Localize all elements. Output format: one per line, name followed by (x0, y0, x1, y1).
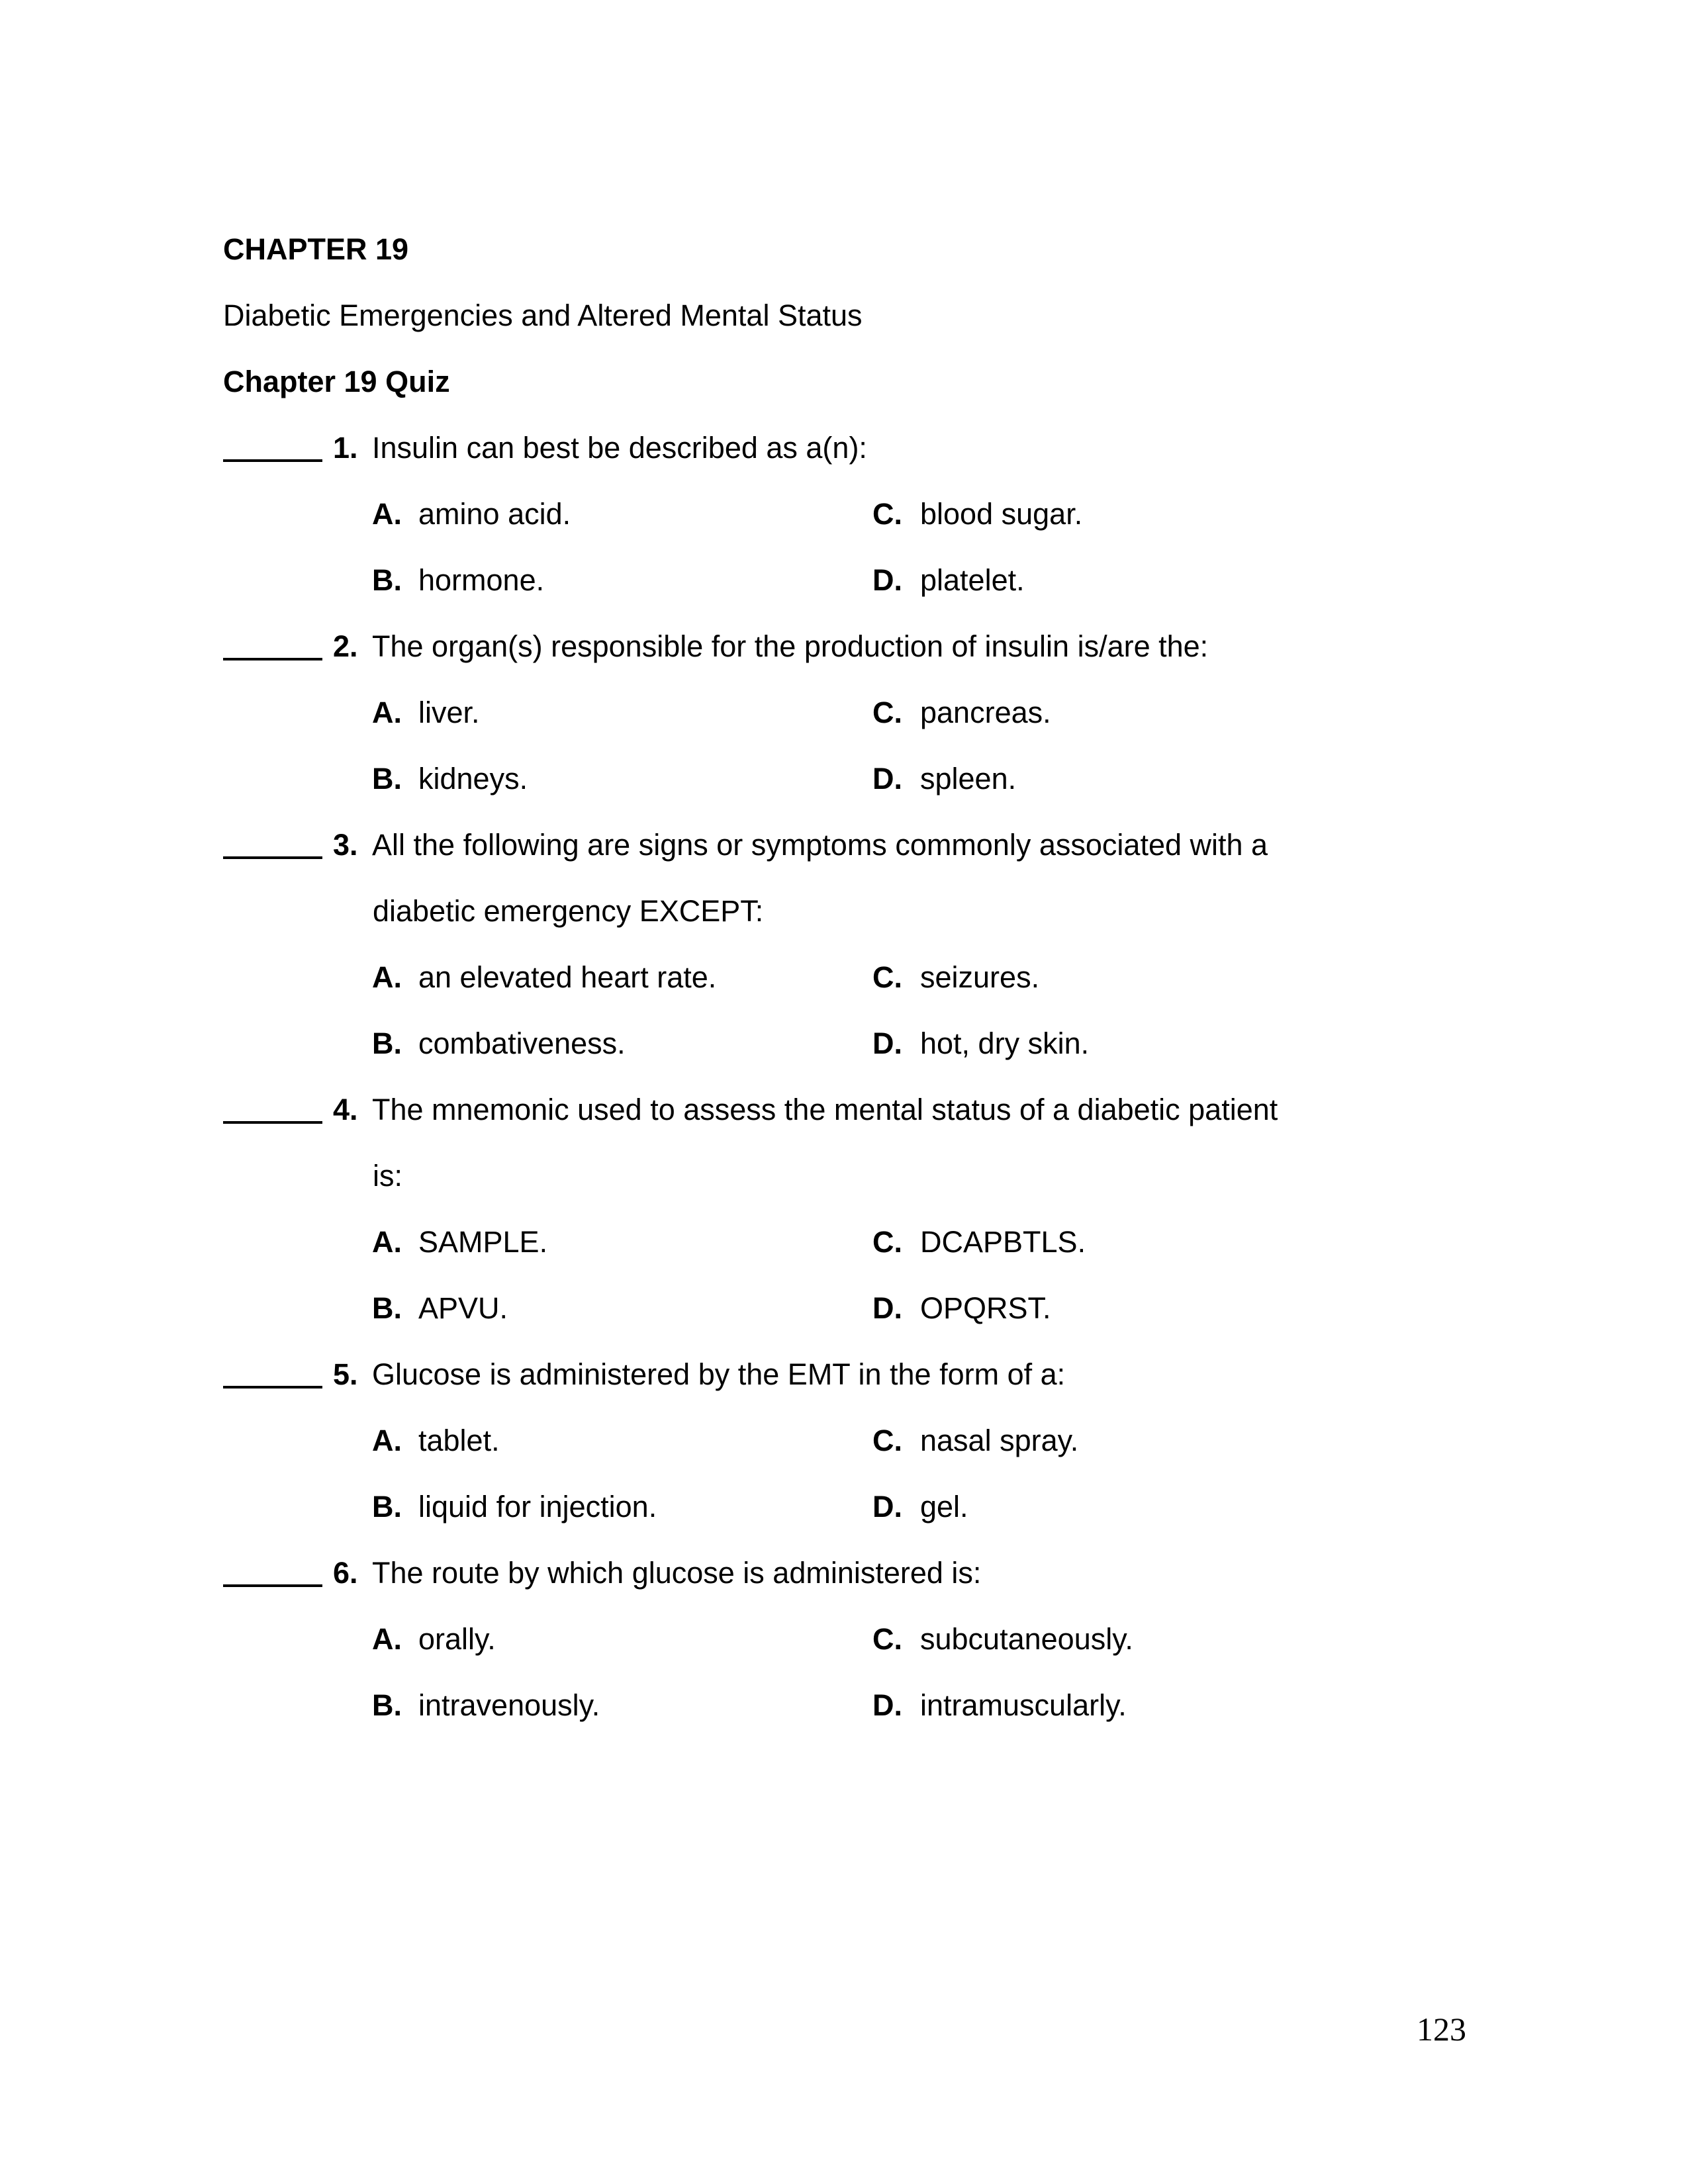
option-row (0, 1275, 1688, 1342)
option-row (0, 1474, 1688, 1540)
option-text: orally. (418, 1622, 496, 1656)
question-text: The organ(s) responsible for the production of insulin is/are the: (372, 629, 1209, 663)
option-letter: C. (872, 960, 902, 994)
answer-blank (223, 1121, 322, 1124)
question-text: diabetic emergency EXCEPT: (373, 894, 764, 928)
option-letter: B. (372, 1688, 402, 1722)
answer-blank (223, 1386, 322, 1388)
quiz-heading: Chapter 19 Quiz (223, 365, 450, 398)
option-text: gel. (920, 1490, 968, 1524)
option-text: intravenously. (418, 1688, 600, 1722)
option-letter: D. (872, 1026, 902, 1060)
option-letter: B. (372, 1291, 402, 1325)
option-letter: A. (372, 1622, 402, 1656)
question-text: is: (373, 1159, 402, 1193)
option-letter: B. (372, 762, 402, 796)
answer-blank (223, 856, 322, 859)
option-letter: A. (372, 1225, 402, 1259)
option-row (0, 547, 1688, 614)
question-text: All the following are signs or symptoms commonly associated with a (372, 828, 1268, 862)
question-row (0, 1077, 1688, 1143)
question-number: 6. (333, 1556, 358, 1590)
question-row (0, 614, 1688, 680)
option-row (0, 1408, 1688, 1474)
option-text: kidneys. (418, 762, 528, 796)
option-letter: C. (872, 497, 902, 531)
option-text: combativeness. (418, 1026, 626, 1060)
option-row (0, 1011, 1688, 1077)
option-text: subcutaneously. (920, 1622, 1133, 1656)
option-letter: A. (372, 497, 402, 531)
option-text: hot, dry skin. (920, 1026, 1090, 1060)
page-footer (0, 1996, 1466, 2062)
quiz-content (0, 216, 1688, 1739)
option-text: amino acid. (418, 497, 571, 531)
question-text: Glucose is administered by the EMT in the form of a: (372, 1357, 1066, 1391)
question-number: 4. (333, 1093, 358, 1126)
option-text: nasal spray. (920, 1424, 1079, 1457)
option-row (0, 481, 1688, 547)
option-letter: D. (872, 563, 902, 597)
option-letter: A. (372, 1424, 402, 1457)
option-text: blood sugar. (920, 497, 1083, 531)
option-letter: D. (872, 1291, 902, 1325)
option-text: tablet. (418, 1424, 500, 1457)
option-letter: C. (872, 1225, 902, 1259)
option-text: liquid for injection. (418, 1490, 657, 1524)
option-letter: B. (372, 1026, 402, 1060)
option-row (0, 746, 1688, 812)
option-row (0, 1606, 1688, 1672)
option-text: hormone. (418, 563, 545, 597)
option-letter: C. (872, 696, 902, 729)
question-row (0, 415, 1688, 481)
page-number: 123 (1417, 2011, 1466, 2048)
question-row (0, 1540, 1688, 1606)
option-text: pancreas. (920, 696, 1051, 729)
option-row (0, 1209, 1688, 1275)
option-text: SAMPLE. (418, 1225, 548, 1259)
option-letter: A. (372, 696, 402, 729)
option-text: OPQRST. (920, 1291, 1051, 1325)
option-letter: B. (372, 563, 402, 597)
option-letter: B. (372, 1490, 402, 1524)
question-row (0, 812, 1688, 878)
chapter-title: Diabetic Emergencies and Altered Mental Status (223, 298, 863, 332)
question-number: 2. (333, 629, 358, 663)
option-text: liver. (418, 696, 480, 729)
option-text: platelet. (920, 563, 1025, 597)
option-letter: C. (872, 1622, 902, 1656)
question-number: 5. (333, 1357, 358, 1391)
answer-blank (223, 459, 322, 462)
chapter-heading: CHAPTER 19 (223, 232, 409, 266)
question-text: Insulin can best be described as a(n): (372, 431, 867, 465)
option-text: an elevated heart rate. (418, 960, 717, 994)
question-text: The route by which glucose is administered is: (372, 1556, 982, 1590)
option-letter: A. (372, 960, 402, 994)
answer-blank (223, 1584, 322, 1587)
question-number: 1. (333, 431, 358, 465)
option-text: intramuscularly. (920, 1688, 1127, 1722)
option-letter: C. (872, 1424, 902, 1457)
option-letter: D. (872, 1688, 902, 1722)
answer-blank (223, 658, 322, 660)
question-text-continuation (0, 878, 1688, 944)
question-number: 3. (333, 828, 358, 862)
question-row (0, 1342, 1688, 1408)
option-row (0, 680, 1688, 746)
option-text: seizures. (920, 960, 1040, 994)
option-text: spleen. (920, 762, 1017, 796)
option-text: APVU. (418, 1291, 508, 1325)
option-row (0, 1672, 1688, 1739)
question-text-continuation (0, 1143, 1688, 1209)
option-text: DCAPBTLS. (920, 1225, 1086, 1259)
option-letter: D. (872, 1490, 902, 1524)
option-row (0, 944, 1688, 1011)
option-letter: D. (872, 762, 902, 796)
question-text: The mnemonic used to assess the mental status of a diabetic patient (372, 1093, 1278, 1126)
